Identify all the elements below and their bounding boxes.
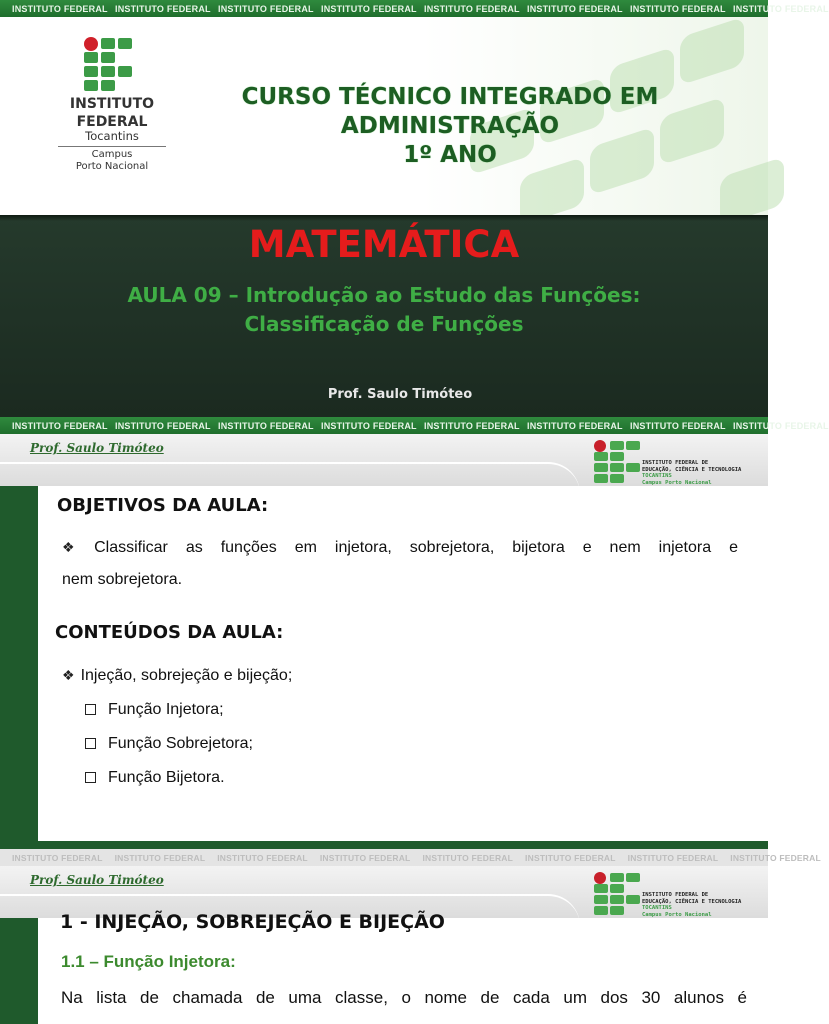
subject-title: MATEMÁTICA	[248, 223, 520, 266]
mini-logo-line2: EDUCAÇÃO, CIÊNCIA E TECNOLOGIA	[642, 898, 742, 905]
strip-label: INSTITUTO FEDERAL	[424, 3, 520, 14]
content-panel	[38, 918, 768, 1024]
mini-logo-line3: TOCANTINS	[642, 905, 672, 911]
objectives-slide	[0, 417, 829, 841]
top-strip	[0, 0, 829, 17]
logo-grid-icon	[84, 37, 132, 93]
mini-logo-grid-icon	[594, 440, 642, 486]
logo-divider	[58, 146, 166, 147]
mini-logo-text	[642, 460, 762, 486]
strip-label: INSTITUTO FEDERAL	[114, 852, 206, 863]
strip-label: INSTITUTO FEDERAL	[12, 3, 108, 14]
objective-line1: Classificar as funções em injetora, sobrejetora, bijetora e nem injetora e	[94, 539, 738, 556]
checkbox-icon	[85, 772, 96, 783]
strip-label: INSTITUTO FEDERAL	[527, 420, 623, 431]
strip-label: INSTITUTO FEDERAL	[115, 3, 211, 14]
mini-logo-line4: Campus Porto Nacional	[642, 911, 712, 918]
checkbox-icon	[85, 704, 96, 715]
logo-line3: Tocantins	[85, 129, 139, 143]
title-slide	[0, 0, 829, 417]
professor-signature: Prof. Saulo Timóteo	[30, 873, 164, 887]
injection-slide	[0, 841, 821, 1024]
content-item	[85, 769, 225, 787]
strip-label: INSTITUTO FEDERAL	[319, 852, 411, 863]
strip-label: INSTITUTO FEDERAL	[218, 420, 314, 431]
course-line2: ADMINISTRAÇÃO	[340, 113, 560, 139]
strip-label: INSTITUTO FEDERAL	[630, 3, 726, 14]
logo-campus1: Campus	[91, 149, 133, 160]
strip-label: INSTITUTO FEDERAL	[733, 420, 829, 431]
strip-label: INSTITUTO FEDERAL	[321, 420, 417, 431]
mini-logo	[594, 872, 764, 918]
strip-label: INSTITUTO FEDERAL	[733, 3, 829, 14]
subject-banner	[0, 215, 768, 417]
content-item	[85, 735, 253, 753]
strip-label: INSTITUTO FEDERAL	[527, 3, 623, 14]
strip-label: INSTITUTO FEDERAL	[424, 420, 520, 431]
strip-label: INSTITUTO FEDERAL	[12, 420, 108, 431]
mini-logo-line3: TOCANTINS	[642, 473, 672, 479]
strip-label: INSTITUTO FEDERAL	[730, 852, 821, 863]
decor-tile	[680, 17, 744, 86]
institute-logo	[58, 37, 166, 173]
content-main-label: Injeção, sobrejeção e bijeção;	[80, 667, 293, 684]
objectives-heading: OBJETIVOS DA AULA:	[57, 495, 269, 516]
strip-label: INSTITUTO FEDERAL	[115, 420, 211, 431]
professor-name: Prof. Saulo Timóteo	[327, 387, 473, 402]
strip-label: INSTITUTO FEDERAL	[218, 3, 314, 14]
strip-label: INSTITUTO FEDERAL	[422, 852, 514, 863]
title-banner	[0, 17, 768, 215]
body-paragraph: Na lista de chamada de uma classe, o nome de cada um dos 30 alunos é	[61, 988, 747, 1007]
content-item-label: Função Sobrejetora;	[108, 735, 253, 752]
mini-logo	[594, 440, 764, 486]
slide-strip	[0, 417, 829, 434]
content-main-item	[62, 666, 292, 685]
logo-line2: FEDERAL	[76, 114, 148, 130]
strip-label: INSTITUTO FEDERAL	[321, 3, 417, 14]
mini-logo-line1: INSTITUTO FEDERAL DE	[642, 892, 709, 898]
diamond-bullet-icon: ❖	[62, 539, 89, 555]
objective-line2: nem sobrejetora.	[62, 571, 183, 588]
logo-line1: INSTITUTO	[69, 96, 155, 112]
objective-text-line1	[62, 538, 738, 557]
content-item-label: Função Injetora;	[108, 701, 224, 718]
content-item	[85, 701, 224, 719]
slide-strip	[0, 849, 821, 866]
section-heading: 1 - INJEÇÃO, SOBREJEÇÃO E BIJEÇÃO	[60, 911, 445, 933]
lesson-line2: Classificação de Funções	[244, 312, 524, 336]
logo-campus2: Porto Nacional	[75, 161, 149, 172]
mini-logo-grid-icon	[594, 872, 642, 918]
lesson-line1: AULA 09 – Introdução ao Estudo das Funções:	[127, 283, 641, 307]
course-line3: 1º ANO	[403, 142, 497, 168]
course-title	[190, 83, 710, 170]
strip-label: INSTITUTO FEDERAL	[12, 852, 103, 863]
contents-heading: CONTEÚDOS DA AULA:	[55, 622, 284, 643]
course-line1: CURSO TÉCNICO INTEGRADO EM	[241, 84, 659, 110]
mini-logo-line2: EDUCAÇÃO, CIÊNCIA E TECNOLOGIA	[642, 466, 742, 473]
subsection-heading: 1.1 – Função Injetora:	[61, 952, 236, 971]
mini-logo-line4: Campus Porto Nacional	[642, 479, 712, 486]
professor-signature: Prof. Saulo Timóteo	[30, 441, 164, 455]
checkbox-icon	[85, 738, 96, 749]
mini-logo-text	[642, 892, 762, 918]
strip-label: INSTITUTO FEDERAL	[630, 420, 726, 431]
slide-header	[0, 434, 768, 486]
diamond-bullet-icon: ❖	[62, 667, 75, 683]
strip-label: INSTITUTO FEDERAL	[525, 852, 616, 863]
strip-label: INSTITUTO FEDERAL	[627, 852, 719, 863]
content-item-label: Função Bijetora.	[108, 769, 225, 786]
mini-logo-line1: INSTITUTO FEDERAL DE	[642, 460, 709, 466]
strip-label: INSTITUTO FEDERAL	[217, 852, 308, 863]
lesson-title	[40, 281, 728, 339]
